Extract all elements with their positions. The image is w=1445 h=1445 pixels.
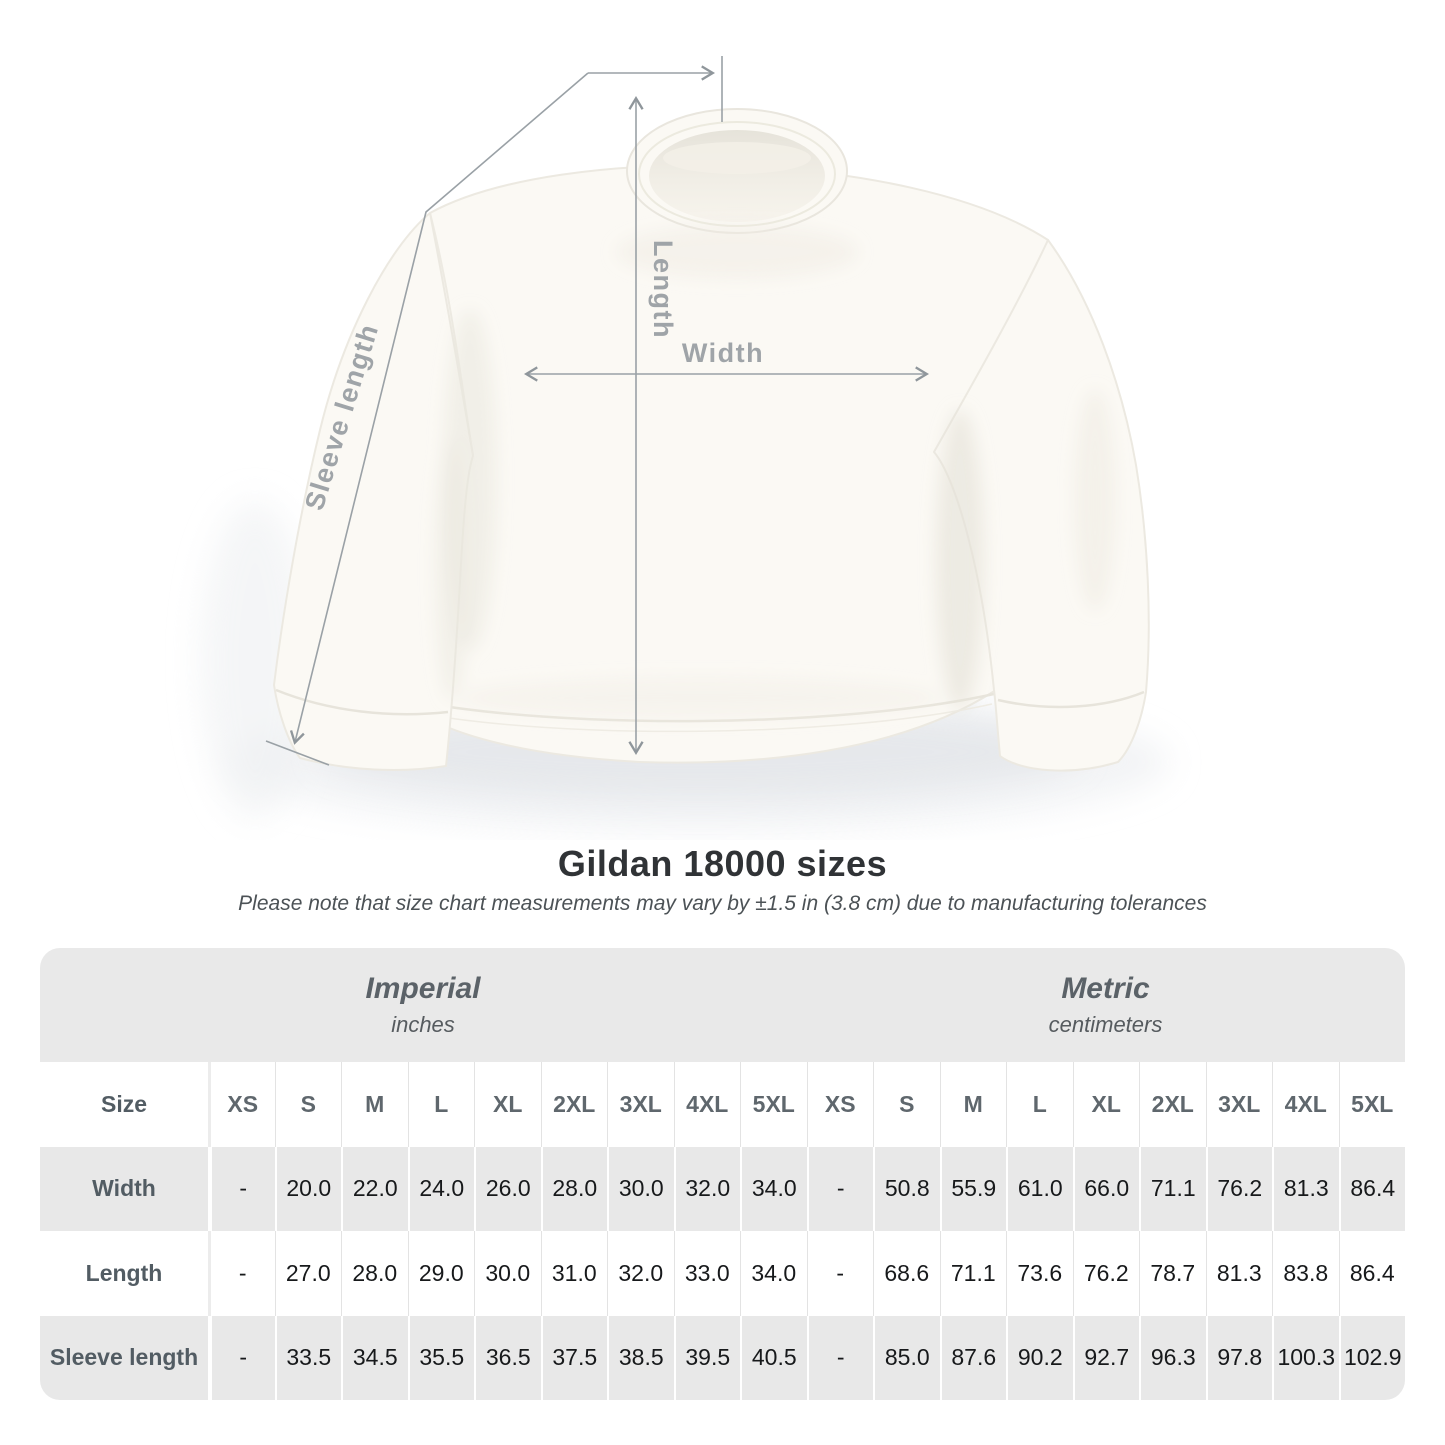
value-cell: 81.3 — [1206, 1231, 1273, 1316]
size-header: L — [408, 1062, 475, 1147]
value-cell: 34.0 — [740, 1231, 807, 1316]
size-header: 5XL — [740, 1062, 807, 1147]
table-row-sleeve-length — [40, 1316, 1405, 1401]
value-cell: 24.0 — [408, 1147, 475, 1232]
value-cell: 76.2 — [1206, 1147, 1273, 1232]
value-cell: 27.0 — [275, 1231, 342, 1316]
sleeve-length-label: Sleeve length — [299, 319, 385, 514]
value-cell: 38.5 — [607, 1316, 674, 1401]
value-cell: 20.0 — [275, 1147, 342, 1232]
value-cell: - — [208, 1231, 275, 1316]
page-title: Gildan 18000 sizes — [557, 843, 888, 884]
value-cell: 87.6 — [940, 1316, 1007, 1401]
value-cell: 86.4 — [1339, 1147, 1406, 1232]
value-cell: 71.1 — [940, 1231, 1007, 1316]
value-cell: 29.0 — [408, 1231, 475, 1316]
metric-name: Metric — [1061, 972, 1150, 1005]
size-header: XS — [208, 1062, 275, 1147]
sweatshirt-garment — [274, 109, 1149, 771]
value-cell: 37.5 — [541, 1316, 608, 1401]
value-cell: 26.0 — [474, 1147, 541, 1232]
table-row-width — [40, 1147, 1405, 1232]
metric-header — [806, 948, 1405, 1062]
value-cell: - — [208, 1147, 275, 1232]
value-cell: 33.0 — [674, 1231, 741, 1316]
value-cell: 76.2 — [1073, 1231, 1140, 1316]
value-cell: 100.3 — [1272, 1316, 1339, 1401]
size-header: 2XL — [1139, 1062, 1206, 1147]
table-row-length — [40, 1231, 1405, 1316]
value-cell: 55.9 — [940, 1147, 1007, 1232]
value-cell: 31.0 — [541, 1231, 608, 1316]
value-cell: 39.5 — [674, 1316, 741, 1401]
imperial-name: Imperial — [365, 972, 481, 1005]
length-label: Length — [648, 240, 678, 339]
size-header: M — [341, 1062, 408, 1147]
size-header: 5XL — [1339, 1062, 1406, 1147]
value-cell: 28.0 — [341, 1231, 408, 1316]
value-cell: 97.8 — [1206, 1316, 1273, 1401]
value-cell: 28.0 — [541, 1147, 608, 1232]
value-cell: 78.7 — [1139, 1231, 1206, 1316]
size-header: S — [873, 1062, 940, 1147]
size-header: S — [275, 1062, 342, 1147]
size-header: 4XL — [1272, 1062, 1339, 1147]
value-cell: 32.0 — [607, 1231, 674, 1316]
tolerance-note: Please note that size chart measurements may vary by ±1.5 in (3.8 cm) due to manufacturing tolerances — [238, 892, 1207, 915]
value-cell: 32.0 — [674, 1147, 741, 1232]
value-cell: - — [807, 1316, 874, 1401]
value-cell: 22.0 — [341, 1147, 408, 1232]
value-cell: 71.1 — [1139, 1147, 1206, 1232]
value-cell: 35.5 — [408, 1316, 475, 1401]
value-cell: 68.6 — [873, 1231, 940, 1316]
size-header: XL — [474, 1062, 541, 1147]
row-label: Length — [85, 1259, 163, 1286]
value-cell: - — [807, 1231, 874, 1316]
value-cell: - — [807, 1147, 874, 1232]
value-cell: 30.0 — [474, 1231, 541, 1316]
size-header: XL — [1073, 1062, 1140, 1147]
imperial-header — [40, 948, 806, 1062]
value-cell: 34.5 — [341, 1316, 408, 1401]
value-cell: 96.3 — [1139, 1316, 1206, 1401]
size-table — [40, 948, 1405, 1400]
value-cell: 102.9 — [1339, 1316, 1406, 1401]
value-cell: 92.7 — [1073, 1316, 1140, 1401]
value-cell: 36.5 — [474, 1316, 541, 1401]
value-cell: 34.0 — [740, 1147, 807, 1232]
value-cell: 81.3 — [1272, 1147, 1339, 1232]
size-header: 4XL — [674, 1062, 741, 1147]
value-cell: 50.8 — [873, 1147, 940, 1232]
imperial-unit: inches — [391, 1012, 455, 1037]
value-cell: 33.5 — [275, 1316, 342, 1401]
unit-header-row — [40, 948, 1405, 1062]
row-label: Width — [92, 1175, 156, 1202]
width-label: Width — [681, 338, 765, 368]
value-cell: 90.2 — [1006, 1316, 1073, 1401]
value-cell: 40.5 — [740, 1316, 807, 1401]
size-header: L — [1006, 1062, 1073, 1147]
metric-unit: centimeters — [1048, 1012, 1163, 1037]
size-column-label: Size — [100, 1090, 148, 1117]
size-header: 3XL — [1206, 1062, 1273, 1147]
size-header: XS — [807, 1062, 874, 1147]
value-cell: 61.0 — [1006, 1147, 1073, 1232]
value-cell: 85.0 — [873, 1316, 940, 1401]
value-cell: 73.6 — [1006, 1231, 1073, 1316]
row-label: Sleeve length — [49, 1344, 199, 1371]
value-cell: 83.8 — [1272, 1231, 1339, 1316]
value-cell: - — [208, 1316, 275, 1401]
size-header-row — [40, 1062, 1405, 1147]
size-header: M — [940, 1062, 1007, 1147]
value-cell: 30.0 — [607, 1147, 674, 1232]
value-cell: 66.0 — [1073, 1147, 1140, 1232]
size-header: 2XL — [541, 1062, 608, 1147]
size-header: 3XL — [607, 1062, 674, 1147]
value-cell: 86.4 — [1339, 1231, 1406, 1316]
